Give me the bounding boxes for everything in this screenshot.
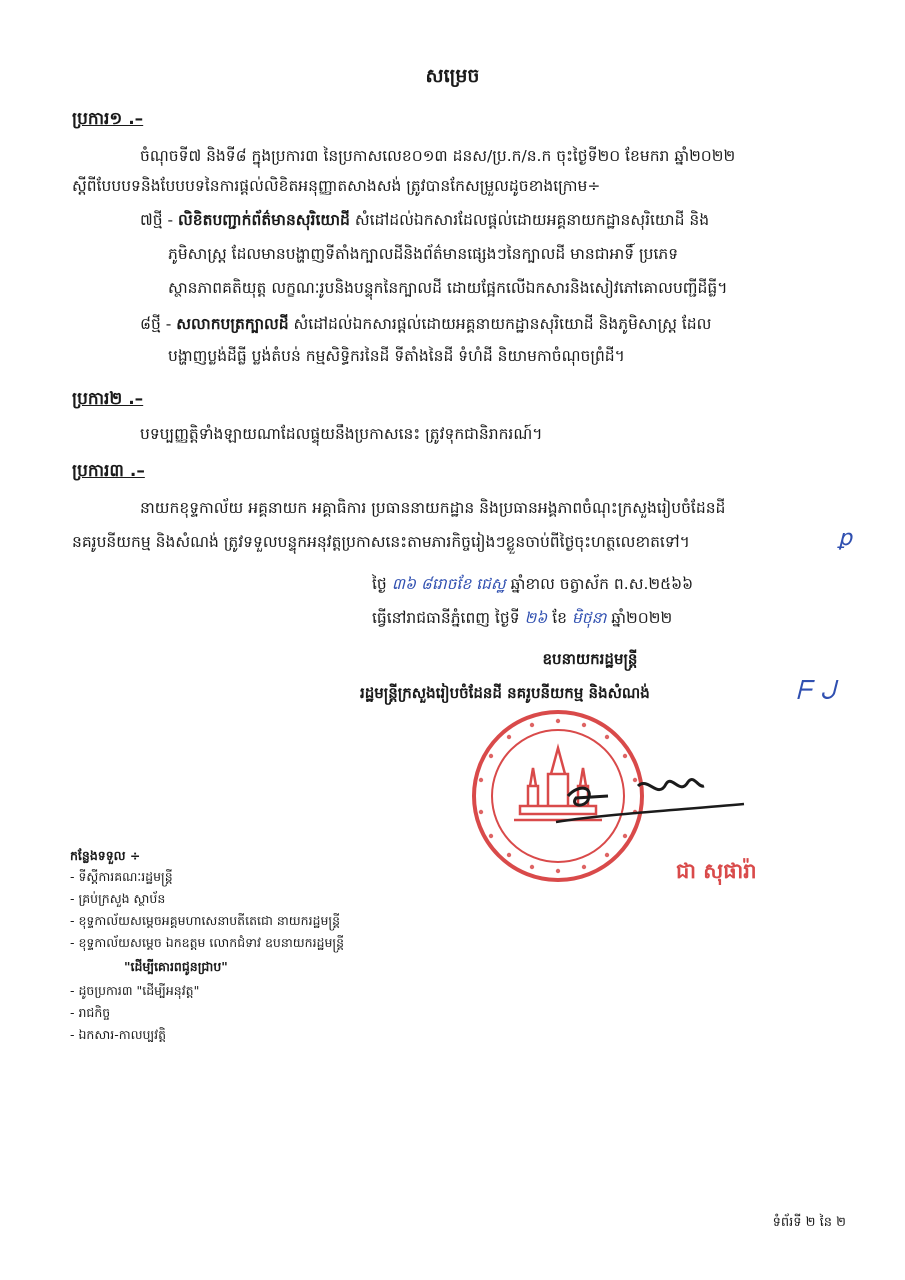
year: ឆ្នាំ២០២២	[611, 609, 673, 627]
month-label: ខែ	[552, 609, 567, 627]
signatory-name: ជា សុផារ៉ា	[676, 858, 757, 883]
item-8-line-2: បង្ហាញប្លង់ដីធ្លី ប្លង់តំបន់ កម្មសិទ្ធិករនៃដី ទីតាំងនៃដី ទំហំដី និយាមកាចំណុចព្រំដី។	[168, 347, 625, 365]
lunar-date-prefix: ថ្ងៃ	[372, 575, 387, 593]
document-title: សម្រេច	[425, 65, 480, 87]
signatory-initial: ᖴ ᒍ	[796, 676, 836, 706]
item-7-line-2: ភូមិសាស្ត្រ ដែលមានបង្ហាញទីតាំងក្បាលដីនិងព័ត៌មានផ្សេងៗនៃក្បាលដី មានជាអាទិ៍ ប្រភេទ	[168, 245, 679, 263]
article-1-line-2: ស្តីពីបែបបទនិងបែបបទនៃការផ្តល់លិខិតអនុញ្ញាតសាងសង់ ត្រូវបានកែសម្រួលដូចខាងក្រោម÷	[72, 177, 601, 195]
place-date	[372, 604, 842, 633]
article-3-line-2: នគរូបនីយកម្ម និងសំណង់ ត្រូវទទួលបន្ទុកអនុវត្តប្រកាសនេះតាមភារកិច្ចរៀងៗខ្លួនចាប់ពីថ្ងៃចុះហត្ថលេខាតទៅ។	[72, 533, 690, 551]
article-3-heading: ប្រការ៣ .–	[72, 461, 145, 481]
item-8-title: សលាកបត្រក្បាលដី	[176, 315, 289, 333]
item-8-number: ៨ថ្មី -	[140, 315, 172, 333]
item-7-line-1: សំដៅដល់ឯកសារដែលផ្តល់ដោយអគ្គនាយកដ្ឋានសុរិយោដី និង	[349, 211, 710, 229]
lunar-day-handwritten: ៣៦	[391, 575, 416, 593]
day-handwritten: ២៦	[524, 609, 548, 627]
item-8	[140, 310, 860, 339]
page-number: ទំព័រទី ២ នៃ ២	[772, 1215, 846, 1230]
article-2-heading: ប្រការ២ .–	[72, 389, 144, 409]
signatory-role-2: រដ្ឋមន្ត្រីក្រសួងរៀបចំដែនដី នគរូបនីយកម្ម និងសំណង់	[360, 684, 650, 702]
recipients-heading: កន្លែងទទួល ÷	[70, 848, 141, 863]
lunar-date	[372, 570, 842, 599]
lunar-date-suffix: ឆ្នាំខាល ចត្វាស័ក ព.ស.២៥៦៦	[510, 575, 694, 593]
month-handwritten: មិថុនា	[571, 609, 607, 627]
recipient-item: - ឯកសារ-កាលប្បវត្តិ	[70, 1027, 167, 1042]
item-7-title: លិខិតបញ្ជាក់ព័ត៌មានសុរិយោដី	[178, 211, 350, 229]
handwritten-signature	[548, 756, 748, 846]
lunar-month-handwritten: ជេស្ឋ	[476, 575, 506, 593]
recipient-item: - ដូចប្រការ៣ "ដើម្បីអនុវត្ត"	[70, 983, 200, 998]
lunar-mid-handwritten: ៨រោចខែ	[420, 575, 472, 593]
item-7	[140, 206, 860, 235]
recipient-item: - ទីស្តីការគណៈរដ្ឋមន្ត្រី	[70, 869, 173, 884]
place-date-prefix: ធ្វើនៅរាជធានីភ្នំពេញ ថ្ងៃទី	[372, 609, 520, 627]
recipient-item: - ខុទ្ទកាល័យសម្តេចអគ្គមហាសេនាបតីតេជោ នាយករដ្ឋមន្ត្រី	[70, 913, 341, 928]
recipient-item: - គ្រប់ក្រសួង ស្ថាប័ន	[70, 891, 166, 906]
article-1-line-1: ចំណុចទី៧ និងទី៨ ក្នុងប្រការ៣ នៃប្រកាសលេខ០១៣ ដនស/ប្រ.ក/ន.ក ចុះថ្ងៃទី២០ ខែមករា ឆ្នាំ២០២២	[140, 147, 736, 165]
recipients-info-note: "ដើម្បីគោរពជូនជ្រាប"	[124, 959, 228, 974]
recipient-item: - រាជកិច្ច	[70, 1005, 111, 1020]
article-3-initial: ꝑ	[838, 526, 852, 551]
item-7-number: ៧ថ្មី -	[140, 211, 174, 229]
item-7-line-3: ស្ថានភាពគតិយុត្ត លក្ខណៈរូបនិងបន្ទុកនៃក្បាលដី ដោយផ្អែកលើឯកសារនិងសៀវភៅគោលបញ្ជីដីធ្លី។	[168, 279, 728, 297]
item-8-line-1: សំដៅដល់ឯកសារផ្តល់ដោយអគ្គនាយកដ្ឋានសុរិយោដី និងភូមិសាស្ត្រ ដែល	[288, 315, 712, 333]
recipient-item: - ខុទ្ទកាល័យសម្តេច ឯកឧត្តម លោកជំទាវ ឧបនាយករដ្ឋមន្ត្រី	[70, 935, 345, 950]
article-1-heading: ប្រការ១ .–	[72, 109, 144, 129]
signatory-role-1: ឧបនាយករដ្ឋមន្ត្រី	[542, 650, 638, 668]
article-2-text: បទប្បញ្ញត្តិទាំងឡាយណាដែលផ្ទុយនឹងប្រកាសនេះ ត្រូវទុកជានិរាករណ៍។	[140, 425, 543, 443]
article-3-line-1: នាយកខុទ្ទកាល័យ អគ្គនាយក អគ្គាធិការ ប្រធាននាយកដ្ឋាន និងប្រធានអង្គភាពចំណុះក្រសួងរៀបចំដែនដី	[140, 499, 726, 517]
